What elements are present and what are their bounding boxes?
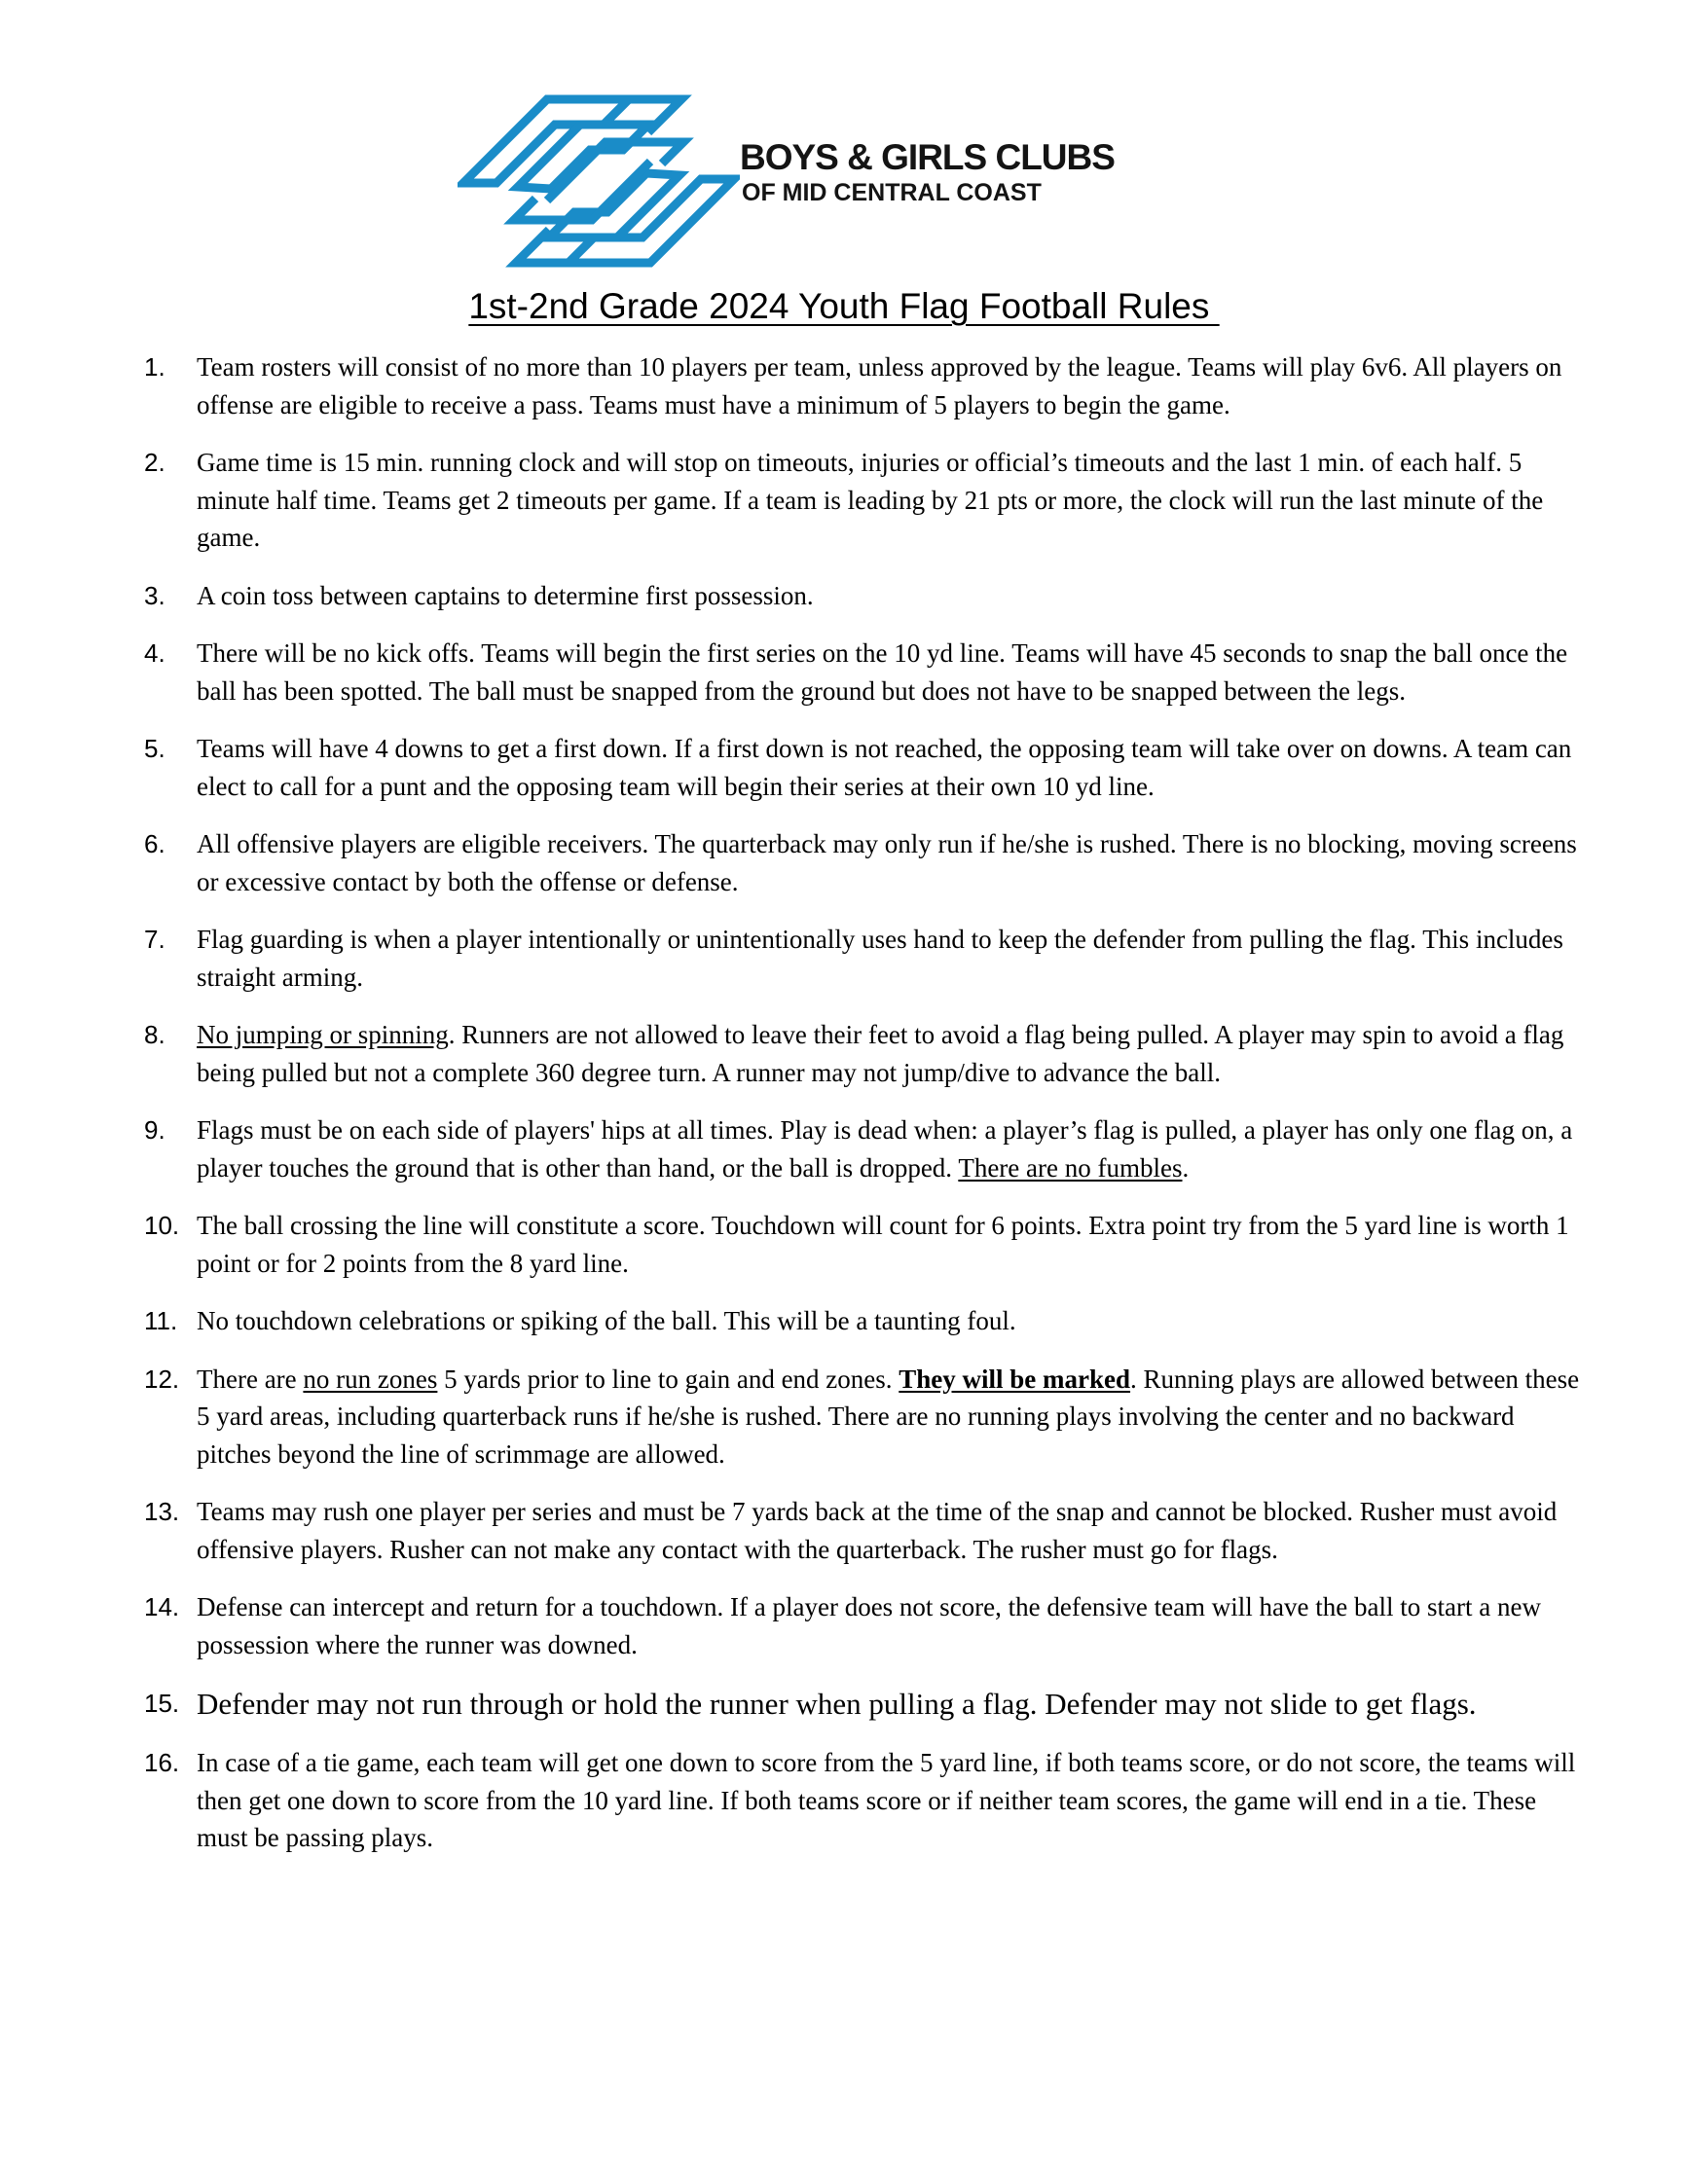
rule-text: There will be no kick offs. Teams will begin the first series on the 10 yd line. Teams will have 45 seconds to snap the ball once the ball has been spotted. The ball must be snapped from the ground but does not have to be snapped between the legs. <box>197 638 1568 706</box>
rule-item-12 <box>144 1361 1583 1474</box>
rule-number: 9. <box>144 1115 165 1145</box>
rule-item-3 <box>144 577 1583 615</box>
rule-item-10 <box>144 1207 1583 1282</box>
rule-underlined-text: No jumping or spinning <box>197 1020 449 1049</box>
rule-number: 3. <box>144 580 165 610</box>
rule-number: 15. <box>144 1689 180 1718</box>
rule-text: . Running plays are allowed between these 5 yard areas, including quarterback runs if he/she is rushed. There are no running plays involving the center and no backward pitches beyond the line of scrimmage are allowed. <box>197 1364 1580 1469</box>
page-title-text: 1st-2nd Grade 2024 Youth Flag Football Rules <box>468 286 1220 326</box>
rule-number: 7. <box>144 925 165 954</box>
rule-text: Teams will have 4 downs to get a first down. If a first down is not reached, the opposing team will take over on downs. A team can elect to call for a punt and the opposing team will begin their series at their own 10 yd line. <box>197 734 1572 801</box>
rule-text: There are <box>197 1364 304 1394</box>
rule-number: 10. <box>144 1211 180 1240</box>
rule-number: 5. <box>144 734 165 763</box>
rule-number: 4. <box>144 638 165 668</box>
rule-text-end: . <box>1182 1152 1190 1183</box>
rule-number: 14. <box>144 1592 180 1621</box>
rule-item-1 <box>144 348 1583 423</box>
rule-item-14 <box>144 1588 1583 1663</box>
rule-text: In case of a tie game, each team will get one down to score from the 5 yard line, if both teams score, or do not score, the teams will then get one down to score from the 10 yard line. If both teams score or if neither team scores, the game will end in a tie. These must be passing plays. <box>197 1748 1576 1852</box>
rule-text: No touchdown celebrations or spiking of the ball. This will be a taunting foul. <box>197 1306 1016 1335</box>
rule-number: 1. <box>144 352 165 382</box>
rule-item-16 <box>144 1744 1583 1857</box>
rule-text: Defense can intercept and return for a touchdown. If a player does not score, the defensive team will have the ball to start a new possession where the runner was downed. <box>197 1592 1541 1659</box>
club-logo <box>458 93 1197 269</box>
rule-number: 6. <box>144 829 165 858</box>
rule-number: 2. <box>144 448 165 477</box>
rule-underlined-text: There are no fumbles <box>958 1152 1183 1183</box>
rule-number: 11. <box>144 1306 178 1335</box>
rule-text: A coin toss between captains to determine first possession. <box>197 580 814 610</box>
rule-item-11 <box>144 1302 1583 1340</box>
rule-text: The ball crossing the line will constitute a score. Touchdown will count for 6 points. Extra point try from the 5 yard line is worth 1 point or for 2 points from the 8 yard line. <box>197 1211 1569 1278</box>
rule-item-6 <box>144 825 1583 900</box>
logo-name-text: BOYS & GIRLS CLUBS <box>740 137 1115 177</box>
rule-number: 12. <box>144 1364 180 1394</box>
page-title <box>0 286 1688 327</box>
rule-text: All offensive players are eligible receivers. The quarterback may only run if he/she is rushed. There is no blocking, moving screens or excessive contact by both the offense or defense. <box>197 829 1577 896</box>
logo-subtitle-text: OF MID CENTRAL COAST <box>742 179 1042 206</box>
rule-item-13 <box>144 1493 1583 1568</box>
clasped-hands-logo-icon <box>458 93 740 269</box>
rule-number: 13. <box>144 1497 180 1526</box>
rule-text: . Runners are not allowed to leave their feet to avoid a flag being pulled. A player may spin to avoid a flag being pulled but not a complete 360 degree turn. A runner may not jump/dive to advance the ball. <box>197 1020 1564 1087</box>
rule-text: Flags must be on each side of players' hips at all times. Play is dead when: a player’s flag is pulled, a player has only one flag on, a player touches the ground that is other than hand, or the ball is dropped. <box>197 1115 1573 1183</box>
rule-text: Game time is 15 min. running clock and will stop on timeouts, injuries or official’s timeouts and the last 1 min. of each half. 5 minute half time. Teams get 2 timeouts per game. If a team is leading by 21 pts or more, the clock will run the last minute of the game. <box>197 448 1544 552</box>
rule-text: Flag guarding is when a player intentionally or unintentionally uses hand to keep the defender from pulling the flag. This includes straight arming. <box>197 925 1563 992</box>
rule-underlined-text: no run zones <box>303 1364 438 1394</box>
rule-text: Teams may rush one player per series and must be 7 yards back at the time of the snap and cannot be blocked. Rusher must avoid offensive players. Rusher can not make any contact with the quarterback. The rusher must go for flags. <box>197 1497 1558 1564</box>
rule-number: 16. <box>144 1748 180 1777</box>
rule-number: 8. <box>144 1020 165 1049</box>
rule-text: 5 yards prior to line to gain and end zones. <box>437 1364 899 1394</box>
rule-item-7 <box>144 921 1583 996</box>
rule-text: Team rosters will consist of no more than 10 players per team, unless approved by the league. Teams will play 6v6. All players on offense are eligible to receive a pass. Teams must have a minimum of 5 players to begin the game. <box>197 352 1562 419</box>
rule-item-15 <box>144 1684 1583 1724</box>
rule-item-5 <box>144 730 1583 805</box>
rule-item-8 <box>144 1016 1583 1091</box>
rule-text: Defender may not run through or hold the runner when pulling a flag. Defender may not slide to get flags. <box>197 1687 1477 1721</box>
rule-item-9 <box>144 1111 1583 1186</box>
rule-item-2 <box>144 444 1583 557</box>
rules-list <box>144 348 1583 1877</box>
rule-item-4 <box>144 635 1583 710</box>
rule-bold-underlined-text: They will be marked <box>899 1364 1131 1394</box>
